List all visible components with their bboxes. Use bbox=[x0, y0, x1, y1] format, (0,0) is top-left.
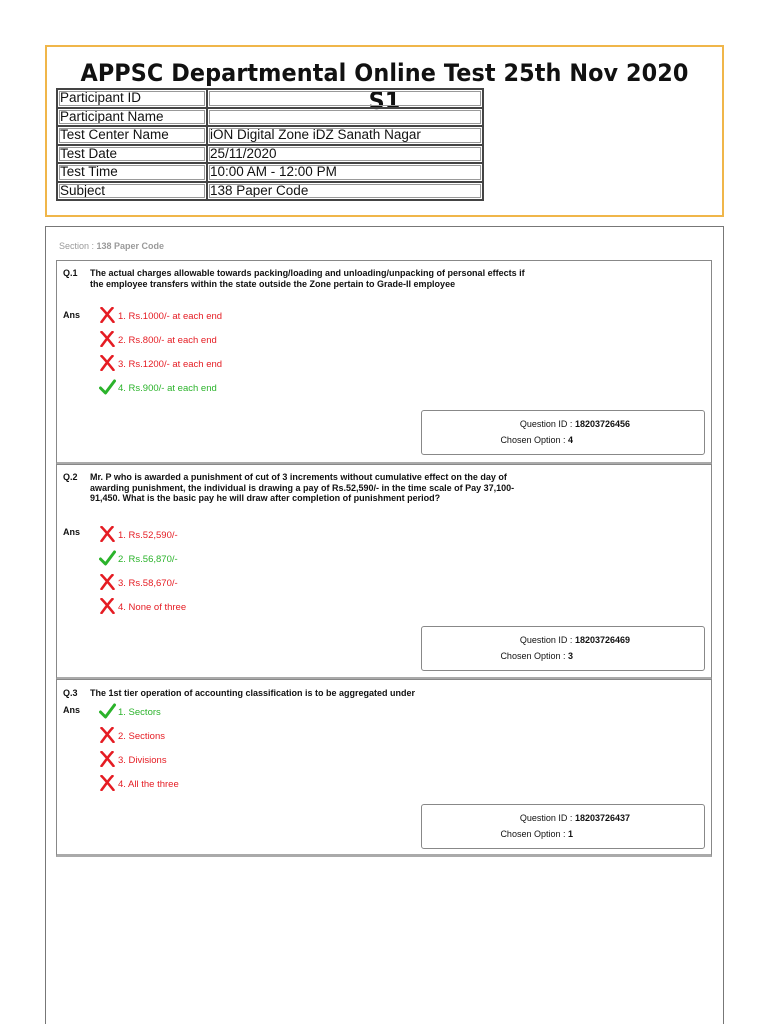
cross-icon bbox=[99, 331, 118, 350]
cross-icon bbox=[99, 751, 118, 770]
cross-icon bbox=[99, 598, 118, 617]
info-label: Participant ID bbox=[57, 89, 207, 108]
info-label: Test Time bbox=[57, 163, 207, 182]
info-label: Subject bbox=[57, 182, 207, 201]
ans-label: Ans bbox=[63, 310, 81, 320]
option: 2. Sections bbox=[99, 728, 165, 744]
question-number: Q.3 bbox=[63, 688, 78, 698]
option: 2. Rs.800/- at each end bbox=[99, 332, 217, 348]
cross-icon bbox=[99, 307, 118, 326]
question-id: Question ID : 18203726469 bbox=[519, 635, 630, 645]
option: 4. All the three bbox=[99, 776, 179, 792]
question-card bbox=[56, 679, 712, 857]
check-icon bbox=[99, 703, 118, 722]
question-id: Question ID : 18203726456 bbox=[519, 419, 630, 429]
check-icon bbox=[99, 379, 118, 398]
question-text: The 1st tier operation of accounting classification is to be aggregated under bbox=[90, 688, 416, 698]
table-row bbox=[57, 108, 483, 127]
cross-icon bbox=[99, 526, 118, 545]
question-card bbox=[56, 260, 712, 465]
section-label: Section : 138 Paper Code bbox=[59, 241, 165, 251]
participant-info-table bbox=[56, 88, 484, 201]
question-card bbox=[56, 464, 712, 680]
option: 4. Rs.900/- at each end bbox=[99, 380, 217, 396]
option: 1. Sectors bbox=[99, 704, 161, 720]
info-value: 10:00 AM - 12:00 PM bbox=[207, 163, 483, 182]
chosen-option: Chosen Option : 3 bbox=[500, 651, 573, 661]
chosen-option: Chosen Option : 1 bbox=[500, 829, 573, 839]
info-value bbox=[207, 108, 483, 127]
question-info-card bbox=[421, 804, 705, 849]
question-number: Q.2 bbox=[63, 472, 78, 482]
chosen-option: Chosen Option : 4 bbox=[500, 435, 573, 445]
ans-label: Ans bbox=[63, 705, 81, 715]
section-panel bbox=[45, 226, 724, 1024]
option: 1. Rs.52,590/- bbox=[99, 527, 178, 543]
option: 1. Rs.1000/- at each end bbox=[99, 308, 222, 324]
cross-icon bbox=[99, 727, 118, 746]
question-info-card bbox=[421, 626, 705, 671]
info-value: 138 Paper Code bbox=[207, 182, 483, 201]
question-text: The actual charges allowable towards packing/loading and unloading/unpacking of personal effects if the employee transfers within the state outside the Zone pertain to Grade-II employee bbox=[90, 268, 525, 289]
option: 2. Rs.56,870/- bbox=[99, 551, 178, 567]
ans-label: Ans bbox=[63, 527, 81, 537]
question-text: Mr. P who is awarded a punishment of cut of 3 increments without cumulative effect on the day of awarding punishment, the individual is drawing a pay of Rs.52,590/- in the time scale of Pay 37,100-91,450. What is the basic pay he will draw after completion of punishment period? bbox=[90, 472, 515, 503]
table-row bbox=[57, 182, 483, 201]
info-value: iON Digital Zone iDZ Sanath Nagar bbox=[207, 126, 483, 145]
question-id: Question ID : 18203726437 bbox=[519, 813, 630, 823]
header-box bbox=[45, 45, 724, 217]
table-row bbox=[57, 126, 483, 145]
cross-icon bbox=[99, 574, 118, 593]
check-icon bbox=[99, 550, 118, 569]
table-row bbox=[57, 163, 483, 182]
info-value bbox=[207, 89, 483, 108]
table-row bbox=[57, 89, 483, 108]
option: 4. None of three bbox=[99, 599, 186, 615]
table-row bbox=[57, 145, 483, 164]
cross-icon bbox=[99, 775, 118, 794]
question-number: Q.1 bbox=[63, 268, 78, 278]
info-label: Test Center Name bbox=[57, 126, 207, 145]
info-label: Participant Name bbox=[57, 108, 207, 127]
question-info-card bbox=[421, 410, 705, 455]
option: 3. Rs.58,670/- bbox=[99, 575, 178, 591]
info-value: 25/11/2020 bbox=[207, 145, 483, 164]
option: 3. Rs.1200/- at each end bbox=[99, 356, 222, 372]
option: 3. Divisions bbox=[99, 752, 167, 768]
cross-icon bbox=[99, 355, 118, 374]
page-title: APPSC Departmental Online Test 25th Nov 2020 S1 bbox=[80, 59, 689, 115]
info-label: Test Date bbox=[57, 145, 207, 164]
